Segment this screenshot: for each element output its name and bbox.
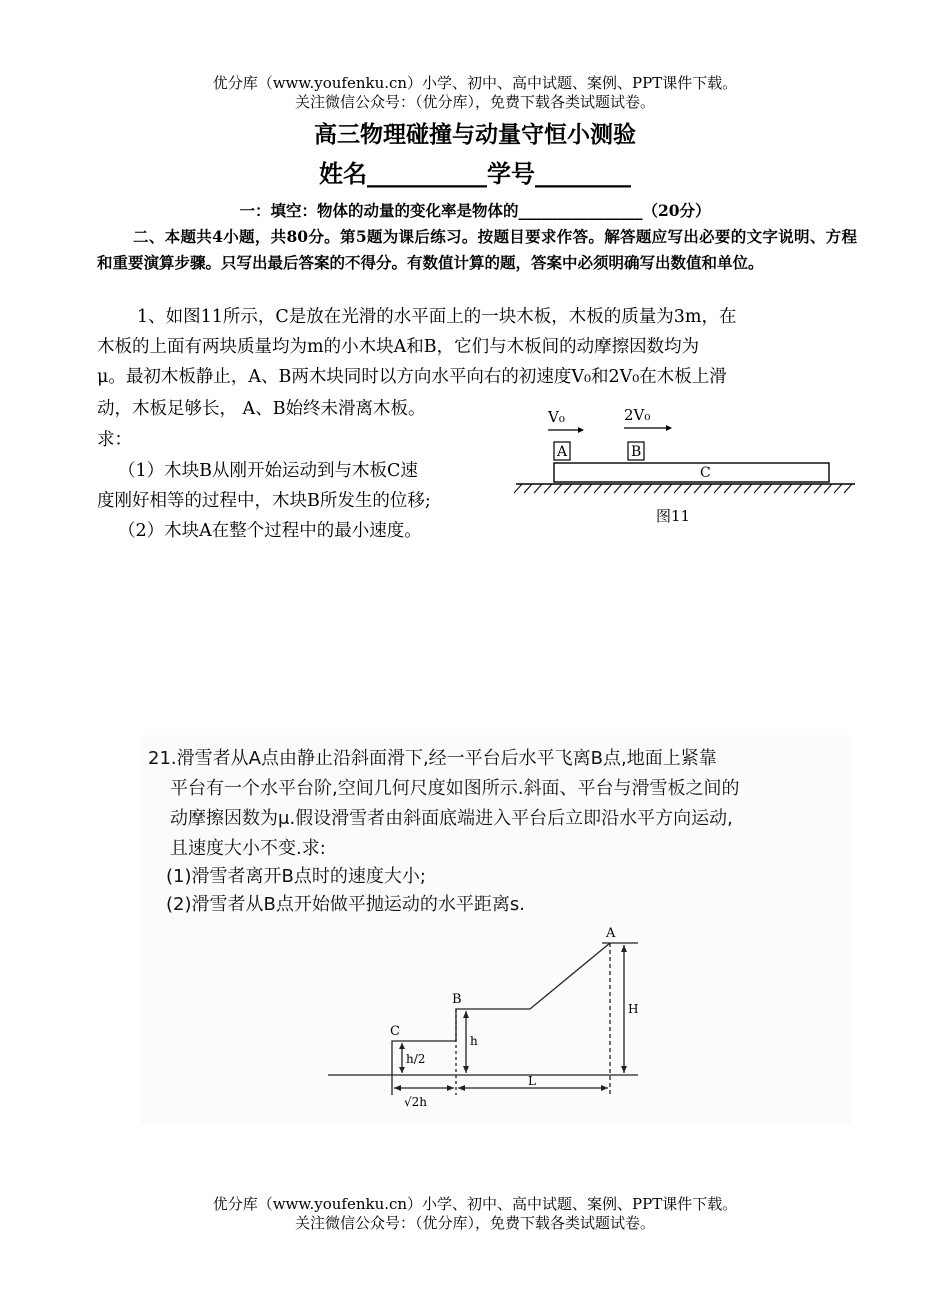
length-root-label: √2h [404, 1095, 428, 1109]
ski-slope-diagram [320, 925, 650, 1115]
block-a-label: A [557, 444, 568, 460]
board-c-label: C [700, 465, 711, 481]
problem-21-line-4: 且速度大小不变.求: [170, 838, 326, 859]
length-l-label: L [528, 1074, 536, 1088]
problem-1-line-4: 动，木板足够长， A、B始终未滑离木板。 [97, 399, 426, 419]
problem-21-question-1: (1)滑雪者离开B点时的速度大小; [166, 866, 426, 887]
problem-1-question-1b: 度刚好相等的过程中，木块B所发生的位移; [97, 491, 431, 511]
velocity-v0-label: V₀ [548, 408, 565, 426]
height-half-label: h/2 [406, 1052, 426, 1066]
arrowhead-icon [578, 427, 584, 433]
figure-11-diagram [510, 400, 870, 530]
problem-1-question-2: （2）木块A在整个过程中的最小速度。 [118, 521, 422, 541]
point-c-label: C [390, 1024, 400, 1039]
problem-1-line-2: 木板的上面有两块质量均为m的小木块A和B，它们与木板间的动摩擦因数均为 [97, 337, 700, 357]
height-big-label: H [628, 1002, 639, 1016]
board-c [554, 463, 829, 482]
section-2-instructions: 二、本题共4小题，共80分。第5题为课后练习。按题目要求作答。解答题应写出必要的文字说明、方程和重要演算步骤。只写出最后答案的不得分。有数值计算的题，答案中必须明确写出数值和单位。 [97, 227, 857, 272]
problem-21-line-3: 动摩擦因数为μ.假设滑雪者由斜面底端进入平台后立即沿水平方向运动, [170, 808, 733, 829]
header-line-2: 关注微信公众号：（优分库），免费下载各类试题试卷。 [294, 93, 655, 111]
problem-21-line-2: 平台有一个水平台阶,空间几何尺度如图所示.斜面、平台与滑雪板之间的 [170, 778, 740, 799]
header-line-1: 优分库（www.youfenku.cn）小学、初中、高中试题、案例、PPT课件下载。 [212, 74, 738, 92]
point-b-label: B [452, 992, 462, 1007]
ground-hatching [514, 484, 852, 493]
arrowhead-icon [394, 945, 627, 1091]
problem-1-line-3: μ。最初木板静止，A、B两木块同时以方向水平向右的初速度V₀和2V₀在木板上滑 [97, 367, 727, 387]
velocity-2v0-label: 2V₀ [624, 406, 651, 424]
footer-line-1: 优分库（www.youfenku.cn）小学、初中、高中试题、案例、PPT课件下载。 [212, 1195, 738, 1213]
block-b-label: B [631, 444, 642, 460]
problem-21-question-2: (2)滑雪者从B点开始做平抛运动的水平距离s. [166, 894, 525, 915]
name-number-line: 姓名__________学号________ [319, 159, 631, 188]
page-title: 高三物理碰撞与动量守恒小测验 [314, 121, 636, 148]
problem-21-scan [140, 735, 852, 1125]
point-a-label: A [606, 926, 616, 941]
arrowhead-icon [666, 425, 672, 431]
problem-1-ask: 求： [97, 430, 132, 450]
footer-line-2: 关注微信公众号：（优分库），免费下载各类试题试卷。 [294, 1214, 655, 1232]
problem-1-question-1a: （1）木块B从刚开始运动到与木板C速 [118, 461, 418, 481]
height-h-label: h [470, 1034, 478, 1048]
problem-21-line-1: 21.滑雪者从A点由静止沿斜面滑下,经一平台后水平飞离B点,地面上紧靠 [148, 748, 717, 769]
section-1-fill-blank: 一：填空：物体的动量的变化率是物体的________________（20分） [239, 201, 711, 220]
figure-11-caption: 图11 [656, 507, 691, 525]
problem-1-line-1: 1、如图11所示，C是放在光滑的水平面上的一块木板，木板的质量为3m，在 [137, 307, 737, 327]
